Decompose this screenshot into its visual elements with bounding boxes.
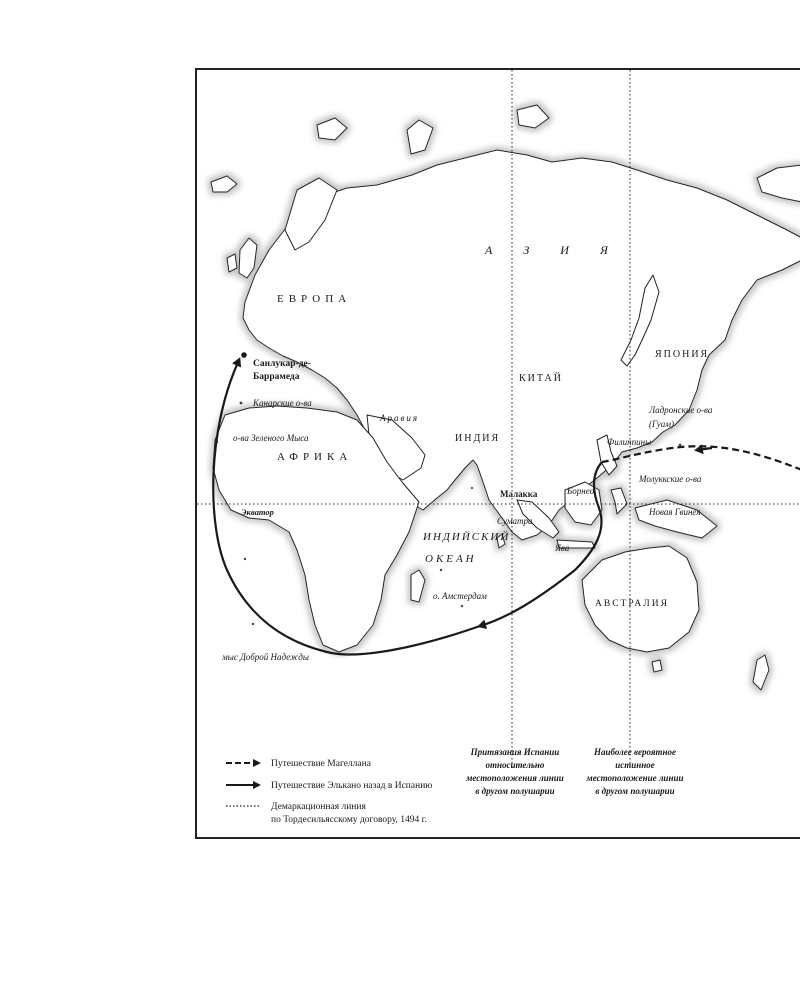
landmass-tasmania bbox=[652, 660, 662, 672]
island-st-helena bbox=[244, 558, 246, 560]
label-japan: ЯПОНИЯ bbox=[655, 349, 710, 360]
label-europe: ЕВРОПА bbox=[277, 293, 352, 305]
label-china: КИТАЙ bbox=[519, 373, 563, 384]
sanlucar-marker bbox=[241, 352, 247, 358]
label-indian-ocean-1: ИНДИЙСКИЙ bbox=[423, 531, 511, 543]
label-equator: Экватор bbox=[241, 507, 274, 517]
legend-item-demarcation bbox=[225, 801, 427, 827]
label-good-hope: мыс Доброй Надежды bbox=[222, 652, 309, 662]
label-australia: АВСТРАЛИЯ bbox=[595, 599, 669, 609]
label-india: ИНДИЯ bbox=[455, 433, 501, 444]
label-africa: АФРИКА bbox=[277, 451, 353, 463]
label-sumatra: Суматра bbox=[497, 516, 533, 526]
caption-true-line: Наиболее вероятное истинное местоположение линии в другом полушарии bbox=[586, 747, 684, 796]
label-cape-verde: о-ва Зеленого Мыса bbox=[233, 433, 309, 443]
legend-label-demarcation-1: Демаркационная линия bbox=[271, 802, 366, 812]
label-borneo: Борнео bbox=[567, 486, 595, 496]
label-java: Ява bbox=[555, 543, 570, 553]
label-asia: А З И Я bbox=[485, 243, 622, 257]
legend-swatch-dotted bbox=[225, 801, 263, 811]
label-sanlucar-2: Баррамеда bbox=[253, 372, 300, 382]
label-philippines: Филиппины bbox=[607, 437, 652, 447]
island-mauritius bbox=[440, 569, 442, 571]
landmass-severnaya bbox=[517, 105, 549, 128]
landmass-sulawesi bbox=[611, 488, 627, 514]
landmass-madagascar bbox=[411, 570, 425, 602]
label-sanlucar-1: Санлукар-де- bbox=[253, 359, 311, 369]
legend-label-magellan: Путешествие Магеллана bbox=[271, 759, 371, 769]
landmass-britain bbox=[239, 238, 257, 278]
island-canary bbox=[240, 402, 243, 405]
label-ladrones-2: (Гуам) bbox=[649, 419, 674, 429]
label-ladrones-1: Ладронские о-ва bbox=[649, 405, 713, 415]
legend-item-elcano bbox=[225, 780, 432, 793]
landmass-new-zealand bbox=[753, 655, 769, 690]
legend-swatch-solid bbox=[225, 780, 263, 790]
landmass-alaska bbox=[757, 165, 800, 202]
landmass-svalbard bbox=[317, 118, 347, 140]
island-maldives bbox=[471, 487, 473, 489]
landmass-ireland bbox=[227, 254, 237, 272]
island-amsterdam bbox=[461, 605, 463, 607]
label-indian-ocean-2: ОКЕАН bbox=[425, 553, 477, 565]
label-amsterdam: о. Амстердам bbox=[433, 591, 487, 601]
legend-item-magellan bbox=[225, 758, 371, 771]
route-magellan-arrow bbox=[697, 448, 712, 450]
legend-label-elcano: Путешествие Элькано назад в Испанию bbox=[271, 781, 433, 791]
landmass-iceland bbox=[211, 176, 237, 192]
label-arabia: Аравия bbox=[380, 413, 420, 423]
island-tristan bbox=[252, 623, 254, 625]
landmass-new-guinea bbox=[635, 500, 717, 538]
label-moluccas: Молуккские о-ва bbox=[639, 474, 702, 484]
label-canary: Канарские о-ва bbox=[253, 398, 312, 408]
legend-swatch-dashed bbox=[225, 758, 263, 768]
label-malacca: Малакка bbox=[500, 489, 538, 499]
caption-spain-claim: Притязания Испании относительно местоположения линии в другом полушарии bbox=[466, 747, 564, 796]
landmass-novaya-zemlya bbox=[407, 120, 433, 154]
label-new-guinea: Новая Гвинея bbox=[649, 507, 701, 517]
map-frame bbox=[195, 68, 800, 839]
legend-label-demarcation-2: по Тордесильясскому договору, 1494 г. bbox=[271, 815, 427, 825]
